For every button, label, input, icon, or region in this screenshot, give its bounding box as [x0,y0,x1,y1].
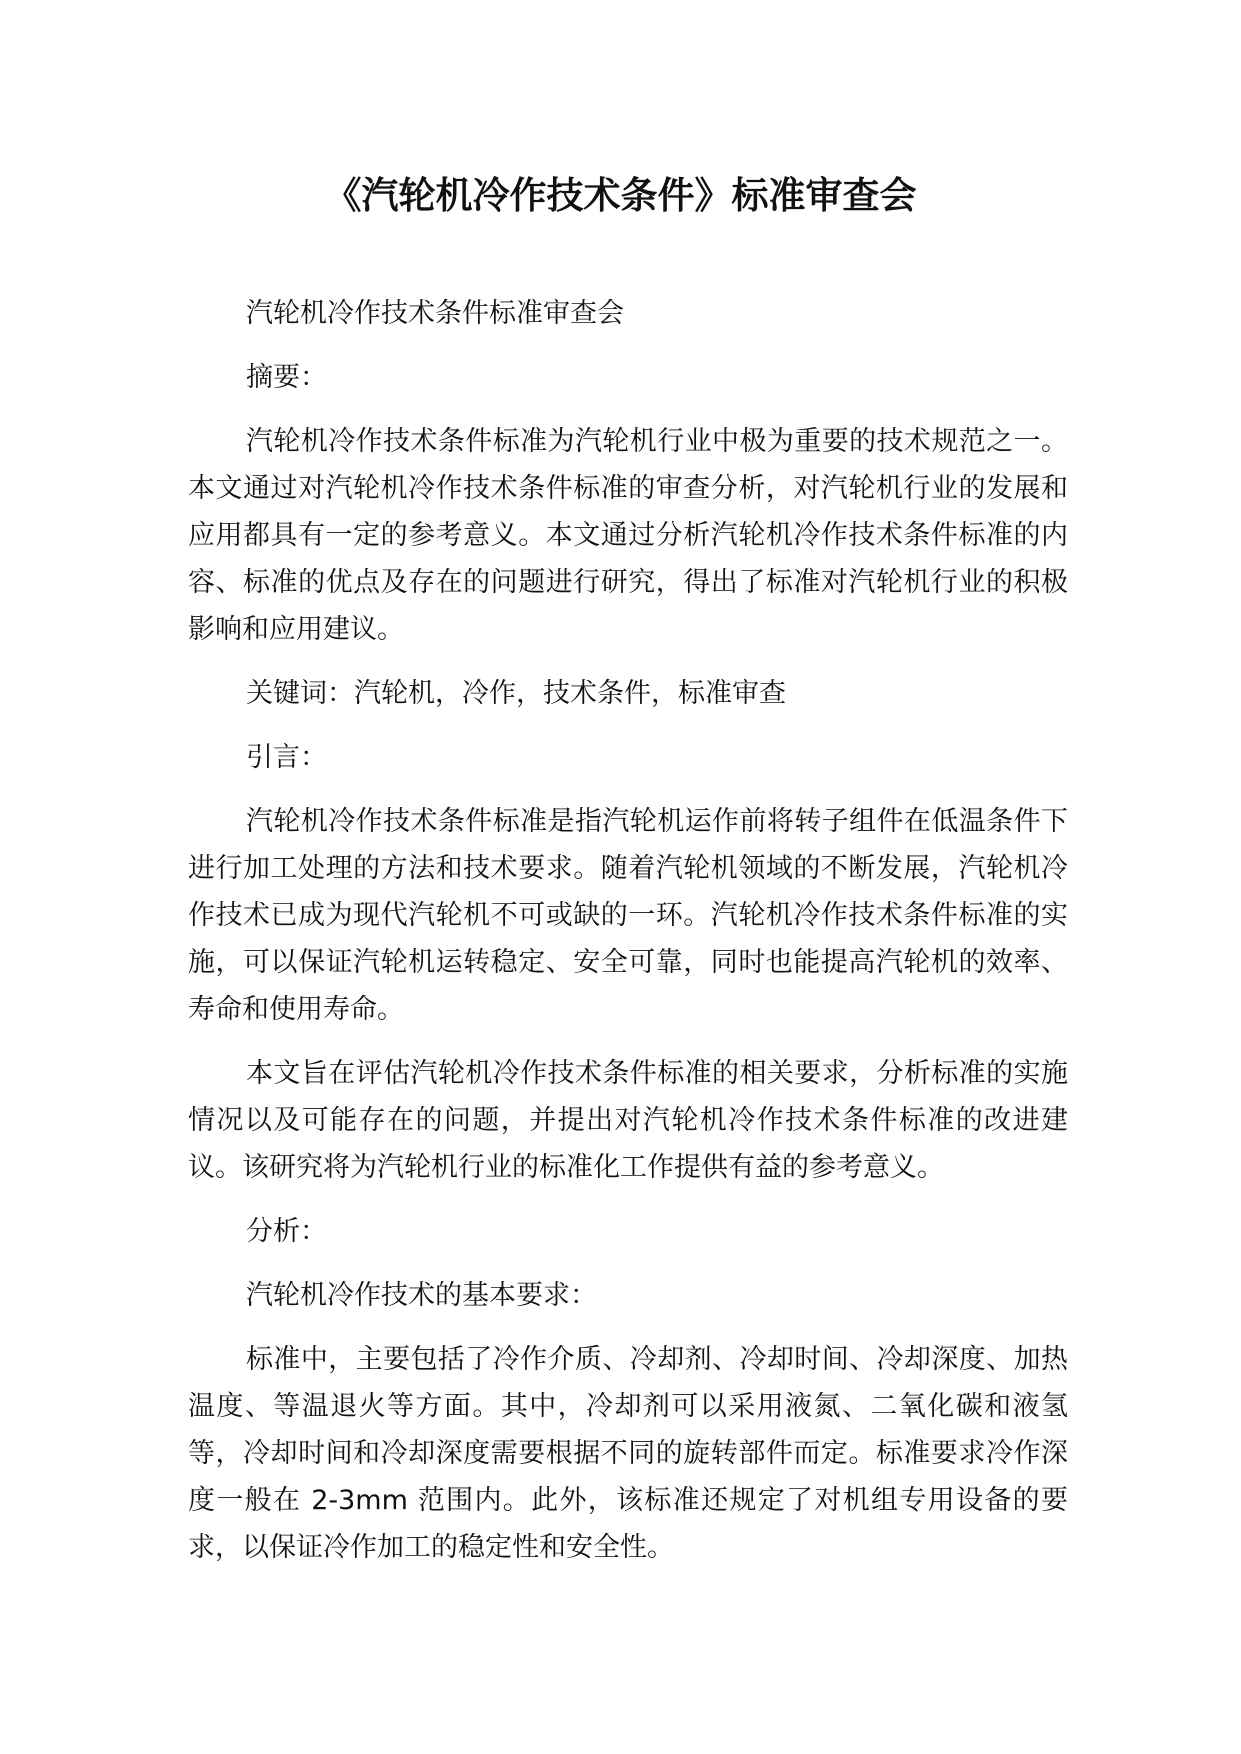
basic-requirements-paragraph: 标准中，主要包括了冷作介质、冷却剂、冷却时间、冷却深度、加热温度、等温退火等方面。其中，冷却剂可以采用液氮、二氧化碳和液氢等，冷却时间和冷却深度需要根据不同的旋转部件而定。标准要求冷作深度一般在 2-3mm 范围内。此外，该标准还规定了对机组专用设备的要求，以保证冷作加工的稳定性和安全性。 [188,1344,1068,1563]
document-body [188,290,1068,1588]
introduction-paragraph-1: 汽轮机冷作技术条件标准是指汽轮机运作前将转子组件在低温条件下进行加工处理的方法和技术要求。随着汽轮机领域的不断发展，汽轮机冷作技术已成为现代汽轮机不可或缺的一环。汽轮机冷作技术条件标准的实施，可以保证汽轮机运转稳定、安全可靠，同时也能提高汽轮机的效率、寿命和使用寿命。 [188,806,1068,1025]
paragraph-heading-repeat: 汽轮机冷作技术条件标准审查会 [246,298,624,329]
introduction-label: 引言： [246,742,327,773]
keywords-paragraph: 关键词：汽轮机，冷作，技术条件，标准审查 [246,678,786,709]
analysis-label: 分析： [246,1216,327,1247]
document-title: 《汽轮机冷作技术条件》标准审查会 [324,174,917,217]
abstract-label: 摘要： [246,362,327,393]
abstract-paragraph: 汽轮机冷作技术条件标准为汽轮机行业中极为重要的技术规范之一。本文通过对汽轮机冷作技术条件标准的审查分析，对汽轮机行业的发展和应用都具有一定的参考意义。本文通过分析汽轮机冷作技术条件标准的内容、标准的优点及存在的问题进行研究，得出了标准对汽轮机行业的积极影响和应用建议。 [188,426,1068,645]
introduction-paragraph-2: 本文旨在评估汽轮机冷作技术条件标准的相关要求，分析标准的实施情况以及可能存在的问题，并提出对汽轮机冷作技术条件标准的改进建议。该研究将为汽轮机行业的标准化工作提供有益的参考意义。 [188,1058,1068,1183]
basic-requirements-label: 汽轮机冷作技术的基本要求： [246,1280,597,1311]
